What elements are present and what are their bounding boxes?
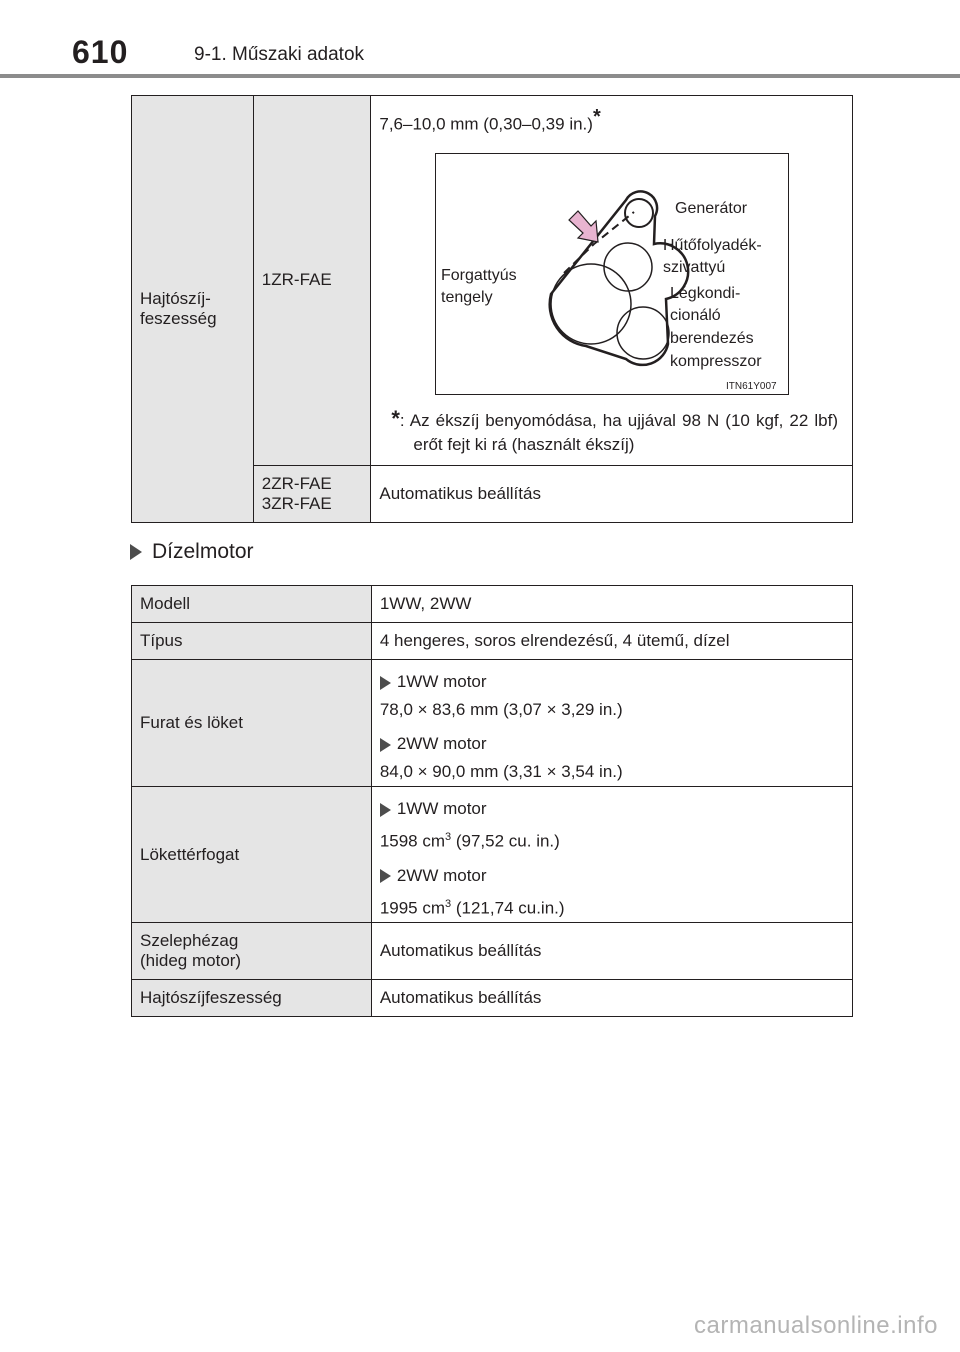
- table-row: [132, 660, 853, 787]
- belt-spec-cell: [371, 96, 853, 466]
- triangle-bullet-icon: [380, 869, 391, 883]
- press-arrow-icon: [569, 211, 598, 242]
- table-row: [132, 586, 853, 623]
- section-title: 9-1. Műszaki adatok: [194, 44, 365, 65]
- diesel-heading: Dízelmotor: [130, 540, 254, 564]
- model-1zr: 1ZR-FAE: [253, 96, 371, 466]
- label-generator: Generátor: [675, 199, 748, 217]
- coolant-pump-pulley: [604, 243, 652, 291]
- header-divider: [0, 74, 960, 78]
- crankshaft-pulley: [551, 264, 631, 344]
- table-row: [132, 623, 853, 660]
- triangle-bullet-icon: [380, 676, 391, 690]
- triangle-bullet-icon: [380, 803, 391, 817]
- belt-deflection-value: 7,6–10,0 mm (0,30–0,39 in.)*: [379, 106, 601, 134]
- ac-compressor-pulley: [617, 307, 669, 359]
- belt-diagram: [435, 153, 789, 395]
- row-value-belt: Automatikus beállítás: [371, 980, 852, 1017]
- watermark: carmanualsonline.info: [694, 1312, 938, 1339]
- page-header: [0, 0, 960, 80]
- row-label-belt: Hajtószíjfeszesség: [132, 980, 372, 1017]
- belt-tension-table: [131, 95, 853, 523]
- generator-pulley: [625, 199, 653, 227]
- belt-note: *: Az ékszíj benyomódása, ha ujjával 98 N (10 kgf, 22 lbf) erőt fejt ki rá (használt ékszíj): [391, 405, 838, 454]
- triangle-bullet-icon: [380, 738, 391, 752]
- row-label-type: Típus: [132, 623, 372, 660]
- row-value-bore: 1WW motor 78,0 × 83,6 mm (3,07 × 3,29 in.) 2WW motor 84,0 × 90,0 mm (3,31 × 3,54 in.): [371, 660, 852, 787]
- belt-tension-label: Hajtószíj- feszesség: [132, 96, 254, 523]
- label-ac-compressor: Légkondi-cionáló berendezés kompresszor: [670, 284, 762, 370]
- triangle-bullet-icon: [130, 544, 142, 560]
- row-value-type: 4 hengeres, soros elrendezésű, 4 ütemű, dízel: [371, 623, 852, 660]
- table-row: [132, 980, 853, 1017]
- figure-code: ITN61Y007: [726, 380, 777, 392]
- page-number: 610: [72, 34, 129, 70]
- row-label-bore: Furat és löket: [132, 660, 372, 787]
- row-value-valve: Automatikus beállítás: [371, 923, 852, 980]
- label-crankshaft: Forgattyús tengely: [441, 266, 517, 306]
- auto-adjust-value: Automatikus beállítás: [371, 465, 853, 522]
- diesel-spec-table: [131, 585, 853, 1017]
- row-value-model: 1WW, 2WW: [371, 586, 852, 623]
- label-coolant-pump: Hűtőfolyadék-szivattyú: [663, 236, 763, 276]
- row-label-valve: Szelephézag (hideg motor): [132, 923, 372, 980]
- table-row: [132, 787, 853, 923]
- model-2zr-3zr: 2ZR-FAE 3ZR-FAE: [253, 465, 371, 522]
- row-label-displacement: Lökettérfogat: [132, 787, 372, 923]
- row-value-displacement: 1WW motor 1598 $cm^3$ (97,52 cu. in.) 2WW motor 1995 $cm^3$ (121,74 cu.in.): [371, 787, 852, 923]
- row-label-model: Modell: [132, 586, 372, 623]
- table-row: [132, 923, 853, 980]
- belt-routing-illustration: [436, 154, 788, 394]
